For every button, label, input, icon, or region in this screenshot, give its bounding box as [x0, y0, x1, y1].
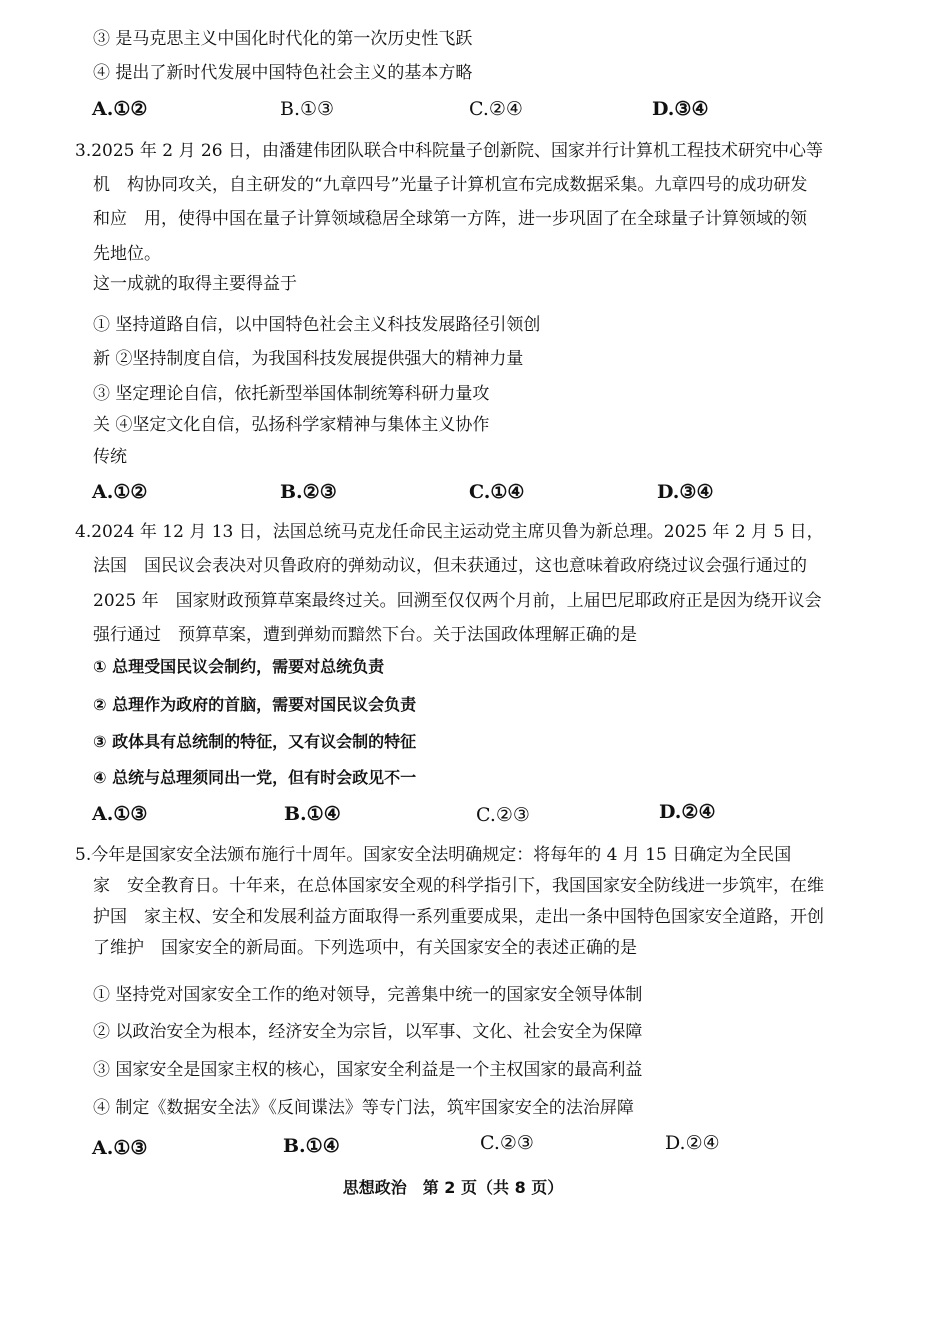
q4-stem-line: 强行通过 预算草案，遭到弹劾而黯然下台。关于法国政体理解正确的是 — [93, 625, 637, 645]
q4-stem-line: 4.2024 年 12 月 13 日，法国总统马克龙任命民主运动党主席贝鲁为新总理。2025 年 2 月 5 日， — [75, 522, 824, 542]
q3-stem-line: 先地位。 — [93, 244, 161, 264]
q5-statement: ③ 国家安全是国家主权的核心，国家安全利益是一个主权国家的最高利益 — [93, 1060, 643, 1080]
prev-option-b: B.①③ — [280, 98, 335, 120]
q3-option-d: D.③④ — [657, 481, 714, 503]
q3-statement: 传统 — [93, 447, 127, 467]
q5-statement: ② 以政治安全为根本，经济安全为宗旨，以军事、文化、社会安全为保障 — [93, 1022, 643, 1042]
q4-statement: ② 总理作为政府的首脑，需要对国民议会负责 — [93, 695, 417, 714]
prev-option-d: D.③④ — [652, 98, 709, 120]
q5-statement: ④ 制定《数据安全法》《反间谍法》等专门法，筑牢国家安全的法治屏障 — [93, 1098, 634, 1118]
q5-statement: ① 坚持党对国家安全工作的绝对领导，完善集中统一的国家安全领导体制 — [93, 985, 643, 1005]
q4-option-a: A.①③ — [92, 803, 148, 825]
q5-stem-line: 护国 家主权、安全和发展利益方面取得一系列重要成果，走出一条中国特色国家安全道路，开创 — [93, 907, 824, 927]
q4-stem-line: 2025 年 国家财政预算草案最终过关。回溯至仅仅两个月前，上届巴尼耶政府正是因为绕开议会 — [93, 591, 822, 611]
q5-stem-line: 了维护 国家安全的新局面。下列选项中，有关国家安全的表述正确的是 — [93, 938, 637, 958]
q4-option-c: C.②③ — [476, 804, 530, 826]
q3-statement: ③ 坚定理论自信，依托新型举国体制统筹科研力量攻 — [93, 384, 490, 404]
page-footer: 思想政治 第 2 页（共 8 页） — [342, 1178, 564, 1197]
q3-statement: ① 坚持道路自信，以中国特色社会主义科技发展路径引领创 — [93, 315, 541, 335]
prev-option-c: C.②④ — [469, 98, 523, 120]
q3-stem-line: 3.2025 年 2 月 26 日，由潘建伟团队联合中科院量子创新院、国家并行计算机工程技术研究中心等 — [75, 141, 823, 161]
q4-stem-line: 法国 国民议会表决对贝鲁政府的弹劾动议，但未获通过，这也意味着政府绕过议会强行通过的 — [93, 556, 807, 576]
q3-option-c: C.①④ — [469, 481, 525, 503]
q5-option-c: C.②③ — [480, 1132, 534, 1154]
q3-option-b: B.②③ — [280, 481, 337, 503]
q4-statement: ③ 政体具有总统制的特征，又有议会制的特征 — [93, 732, 417, 751]
prev-statement-4: ④ 提出了新时代发展中国特色社会主义的基本方略 — [93, 63, 473, 83]
q4-option-b: B.①④ — [284, 803, 341, 825]
q3-stem-line: 机 构协同攻关，自主研发的“九章四号”光量子计算机宣布完成数据采集。九章四号的成功研发 — [93, 175, 808, 195]
q5-stem-line: 5.今年是国家安全法颁布施行十周年。国家安全法明确规定：将每年的 4 月 15 日确定为全民国 — [75, 845, 792, 865]
q3-statement: 新 ②坚持制度自信，为我国科技发展提供强大的精神力量 — [93, 349, 524, 369]
q3-option-a: A.①② — [92, 481, 148, 503]
q3-statement: 关 ④坚定文化自信，弘扬科学家精神与集体主义协作 — [93, 415, 490, 435]
prev-statement-3: ③ 是马克思主义中国化时代化的第一次历史性飞跃 — [93, 29, 473, 49]
q5-option-b: B.①④ — [283, 1135, 340, 1157]
q4-statement: ① 总理受国民议会制约，需要对总统负责 — [93, 657, 385, 676]
q3-stem-line: 和应 用，使得中国在量子计算领域稳居全球第一方阵，进一步巩固了在全球量子计算领域的领 — [93, 209, 807, 229]
q5-stem-line: 家 安全教育日。十年来，在总体国家安全观的科学指引下，我国国家安全防线进一步筑牢，在维 — [93, 876, 824, 896]
q4-option-d: D.②④ — [659, 801, 716, 823]
q4-statement: ④ 总统与总理须同出一党，但有时会政见不一 — [93, 768, 417, 787]
q5-option-d: D.②④ — [665, 1132, 720, 1154]
prev-option-a: A.①② — [92, 98, 148, 120]
q5-option-a: A.①③ — [92, 1137, 148, 1159]
q3-question: 这一成就的取得主要得益于 — [93, 274, 297, 294]
